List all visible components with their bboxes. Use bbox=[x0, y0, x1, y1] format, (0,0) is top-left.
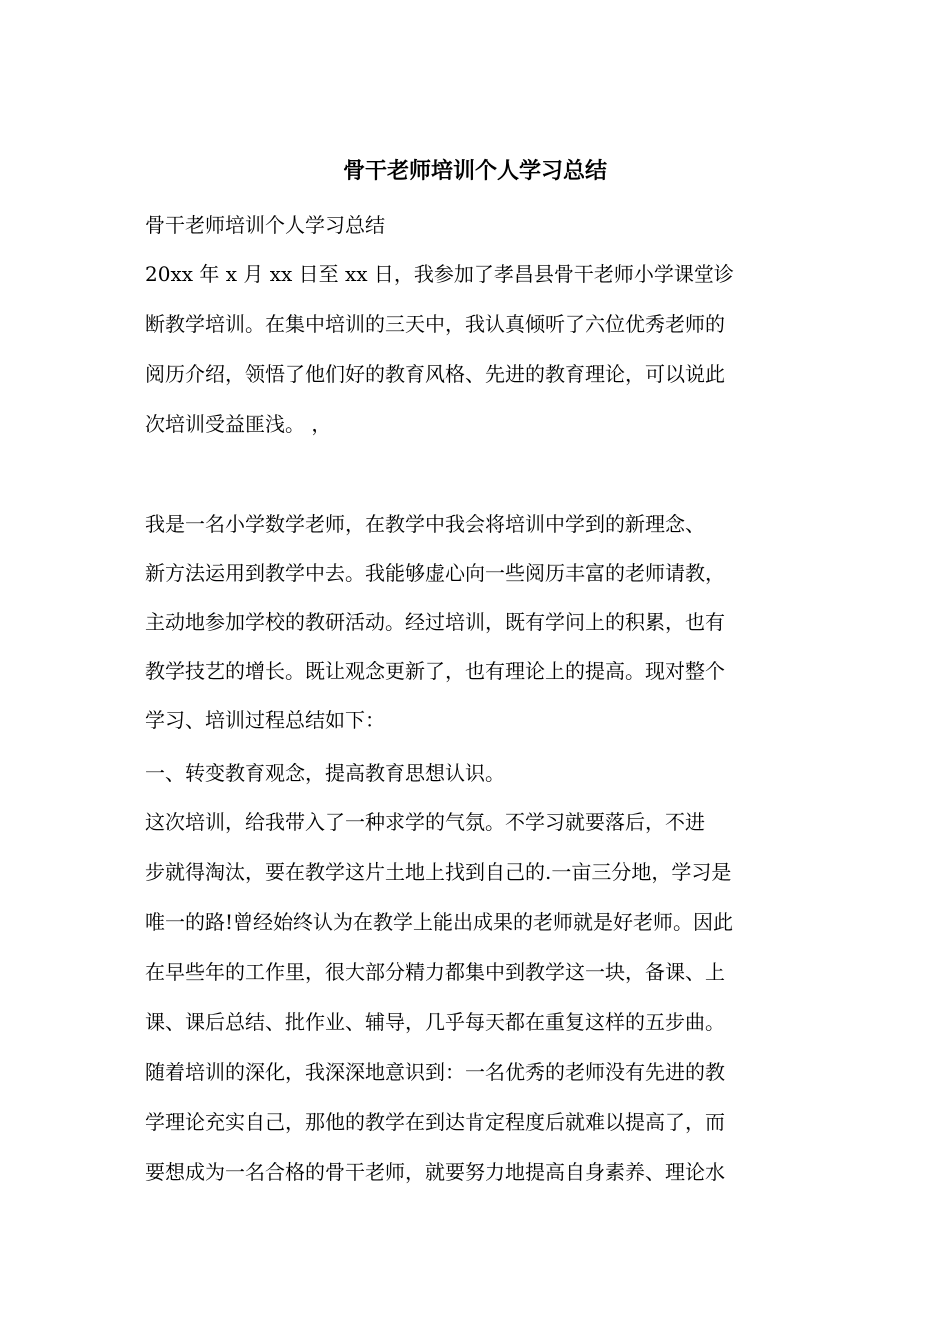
paragraph-line: 步就得淘汰，要在教学这片土地上找到自己的.一亩三分地，学习是 bbox=[145, 860, 732, 884]
document-title: 骨干老师培训个人学习总结 bbox=[342, 158, 607, 184]
section-heading: 一、转变教育观念，提高教育思想认识。 bbox=[145, 761, 505, 785]
paragraph-line: 骨干老师培训个人学习总结 bbox=[145, 213, 385, 237]
paragraph-line: 我是一名小学数学老师，在教学中我会将培训中学到的新理念、 bbox=[145, 512, 705, 536]
paragraph-line: 教学技艺的增长。既让观念更新了，也有理论上的提高。现对整个 bbox=[145, 659, 725, 683]
paragraph-line: 要想成为一名合格的骨干老师，就要努力地提高自身素养、理论水 bbox=[145, 1160, 725, 1184]
paragraph-line: 学理论充实自己，那他的教学在到达肯定程度后就难以提高了，而 bbox=[145, 1110, 725, 1134]
paragraph-line: 阅历介绍，领悟了他们好的教育风格、先进的教育理论，可以说此 bbox=[145, 362, 725, 386]
paragraph-line: 唯一的路!曾经始终认为在教学上能出成果的老师就是好老师。因此 bbox=[145, 910, 734, 934]
paragraph-line: 主动地参加学校的教研活动。经过培训，既有学问上的积累，也有 bbox=[145, 610, 725, 634]
paragraph-line: 在早些年的工作里，很大部分精力都集中到教学这一块，备课、上 bbox=[145, 960, 725, 984]
paragraph-line: 学习、培训过程总结如下： bbox=[145, 708, 385, 732]
paragraph-line: 这次培训，给我带入了一种求学的气氛。不学习就要落后，不进 bbox=[145, 810, 705, 834]
paragraph-line: 随着培训的深化，我深深地意识到：一名优秀的老师没有先进的教 bbox=[145, 1060, 725, 1084]
paragraph-line: 新方法运用到教学中去。我能够虚心向一些阅历丰富的老师请教， bbox=[145, 561, 725, 585]
paragraph-line: 20xx 年 x 月 xx 日至 xx 日，我参加了孝昌县骨干老师小学课堂诊 bbox=[145, 262, 734, 286]
paragraph-line: 断教学培训。在集中培训的三天中，我认真倾听了六位优秀老师的 bbox=[145, 312, 725, 336]
paragraph-line: 次培训受益匪浅。 ， bbox=[145, 412, 332, 436]
paragraph-line: 课、课后总结、批作业、辅导，几乎每天都在重复这样的五步曲。 bbox=[145, 1010, 725, 1034]
